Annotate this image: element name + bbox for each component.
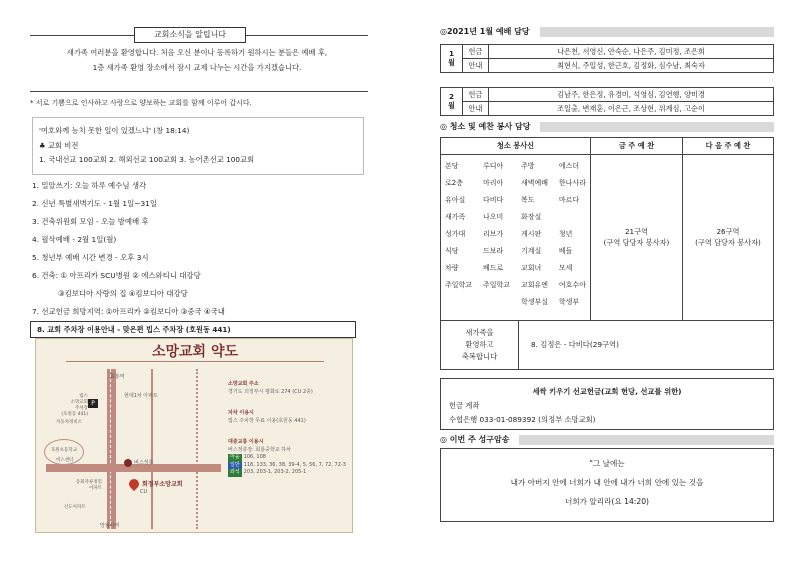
clean-title: ◎ 청소 및 예찬 봉사 담당 xyxy=(440,122,531,131)
clean-table xyxy=(440,137,774,321)
clean-cell: 교회유엔 xyxy=(520,281,548,289)
parking-icon: P xyxy=(88,399,98,408)
bus-badge: 마을 xyxy=(230,454,240,460)
bus-line-2 xyxy=(228,462,348,470)
bus-badge: 좌석 xyxy=(230,469,240,475)
duty-role: 헌금 xyxy=(463,45,489,59)
transit-body: 버스정류장: 회룡중학교 하차 xyxy=(228,446,291,453)
map-label-cross: 현대1차 아파트 xyxy=(124,393,158,399)
clean-cell: 청년 xyxy=(558,230,573,238)
clean-cell: 복도 xyxy=(520,196,535,204)
news-item: 4. 필삭예배 - 2월 1일(월) xyxy=(32,235,117,244)
welcome-line-2: 1층 새가족 환영 장소에서 잠시 교제 나누는 시간을 가지겠습니다. xyxy=(92,62,302,72)
clean-cell: 주방 xyxy=(520,162,535,170)
clean-cell: 모세 xyxy=(558,264,573,272)
clean-cell: 유아실 xyxy=(445,196,466,204)
verse-box xyxy=(440,448,774,522)
addr-title: 소망교회 주소 xyxy=(228,381,259,387)
duty-title: ◎2021년 1월 예배 담당 xyxy=(440,27,530,36)
clean-cell: 베들 xyxy=(558,247,573,255)
rail-line xyxy=(196,369,200,529)
clean-cell: 학생부실 xyxy=(520,298,548,306)
duty-names: 최현식, 주일성, 한근호, 김정화, 심수남, 최숙자 xyxy=(489,59,774,73)
bus-numbers: 203, 203-1, 203-2, 205-1 xyxy=(243,469,307,475)
greeting-note: * 서로 기쁨으로 인사하고 사랑으로 양보하는 교회를 함께 이루어 갑시다. xyxy=(30,99,252,107)
addr-body: 경기도 의정부시 평화로 274 (CU 2층) xyxy=(228,388,313,395)
clean-col xyxy=(521,161,548,314)
clean-groups xyxy=(441,155,591,321)
news-title: 교회소식을 알립니다 xyxy=(134,27,246,43)
duty-title-bar xyxy=(540,27,774,37)
clean-cell: 성가대 xyxy=(445,230,466,238)
clean-cell: 베드로 xyxy=(482,264,504,272)
clean-title-bar xyxy=(540,122,774,132)
duty-week: 1월 xyxy=(441,45,463,73)
duty-names: 조일출, 변재훈, 이은근, 조상현, 위계심, 고순이 xyxy=(489,102,774,116)
clean-section-header xyxy=(440,121,774,132)
church-map xyxy=(35,338,353,533)
duty-table-week1 xyxy=(440,44,774,73)
map-label-bottom: 망월사역 xyxy=(100,523,120,529)
map-label-road: 호원초등학교 xyxy=(44,439,84,465)
clean-cell: 화장실 xyxy=(520,213,542,221)
clean-cell: 로2층 xyxy=(445,179,463,187)
welcome-line-1: 새가족 여러분을 환영합니다. 처음 오신 분이나 등록하기 원하시는 분들은 예배 후, xyxy=(66,48,328,57)
offering-box xyxy=(440,378,774,430)
church-pin-icon xyxy=(127,477,141,491)
clean-header: 다 음 주 예 찬 xyxy=(683,138,774,155)
duty-week: 2월 xyxy=(441,88,463,116)
bus-stop-icon xyxy=(124,459,132,467)
welcome-text xyxy=(30,46,364,75)
news-item: 2. 신년 특별새벽기도 - 1월 1일~31일 xyxy=(32,199,157,208)
clean-cell: 마리아 xyxy=(482,179,504,187)
bus-line-1 xyxy=(228,454,348,462)
offering-title: 세싹 키우기 선교헌금(교회 헌당, 선교를 위한) xyxy=(532,387,682,396)
duty-table-week2 xyxy=(440,87,774,116)
clean-cell: 새가족 xyxy=(445,213,466,221)
title-rule-right xyxy=(246,35,368,36)
clean-cell: 학생부 xyxy=(558,298,580,306)
clean-col xyxy=(559,161,586,314)
duty-section xyxy=(440,26,774,37)
clean-cell: 본당 xyxy=(445,162,459,170)
road-lane xyxy=(110,369,113,529)
clean-col xyxy=(445,161,472,314)
duty-names: 나은천, 서영신, 안숙순, 나은주, 김미정, 조은희 xyxy=(489,45,774,59)
clean-cell: 게시판 xyxy=(520,230,542,238)
map-title: 소망교회 약도 xyxy=(151,344,239,360)
map-label-left2: 버스센터 xyxy=(56,458,74,463)
verse-line-3: 너희가 알리라(요 14:20) xyxy=(565,496,649,506)
clean-cell: 새벽예배 xyxy=(520,179,548,187)
clean-cell: 여호수아 xyxy=(558,281,586,289)
car-body: 빕스 주차장 무료 이용(호원동 441) xyxy=(228,417,306,424)
clean-cell: 다비다 xyxy=(482,196,504,204)
clean-cell: 주일학교 xyxy=(445,281,473,289)
vision-heading: ♣ 교회 비전 xyxy=(39,140,79,150)
vision-box xyxy=(32,117,364,175)
transit-title: 대중교통 이용시 xyxy=(228,439,264,445)
bus-badge: 일반 xyxy=(230,461,240,468)
news-item: 6. 건축: ① 아프리카 SCU병원 ② 에스와티니 대강당 xyxy=(32,271,201,280)
duty-names: 김남주, 한은정, 유경미, 석영심, 김연행, 양미경 xyxy=(489,88,774,102)
clean-header: 금 주 예 찬 xyxy=(591,138,683,155)
map-title-rule xyxy=(66,361,324,362)
clean-cell: 주일학교 xyxy=(482,281,511,289)
clean-cell: 한나사라 xyxy=(558,179,586,187)
map-label-bips: 빕스 소망교회 주차장 (호원동 441) xyxy=(61,394,88,417)
clean-cell: 식당 xyxy=(445,247,459,255)
divider xyxy=(30,91,368,92)
this-week-praise: 21구역 (구역 담당자 봉사자) xyxy=(591,155,683,321)
clean-cell: 교회녀 xyxy=(520,264,542,272)
verse-line-2: 내가 아버지 안에 너희가 내 안에 내가 너희 안에 있는 것을 xyxy=(510,477,704,487)
bus-numbers: 118, 133, 36, 38, 39-4, 5, 56, 7, 72, 72-3 xyxy=(243,461,346,468)
car-title: 자차 이용시 xyxy=(228,410,254,416)
newcomer-name: 8. 김정은 - 다비다(29구역) xyxy=(531,340,619,349)
offering-account-label: 헌금 계좌 xyxy=(449,400,480,410)
bus-numbers: 106, 108 xyxy=(243,454,266,460)
clean-cell: 리브가 xyxy=(482,230,504,238)
clean-cell: 차량 xyxy=(445,264,459,272)
verse-title: ◎ 이번 주 성구암송 xyxy=(440,435,510,444)
news-item: 3. 건축위원회 모임 - 오늘 밤예배 후 xyxy=(32,217,149,226)
duty-role: 안내 xyxy=(463,59,489,73)
clean-cell: 루디아 xyxy=(482,162,504,170)
bus-line-3 xyxy=(228,469,348,477)
next-week-praise: 26구역 (구역 담당자 봉사자) xyxy=(683,155,774,321)
verse-line-1: "그 날에는 xyxy=(589,459,625,468)
clean-col xyxy=(483,161,510,314)
parking-info: 8. 교회 주차장 이용안내 - 맞은편 빕스 주차장 (호원동 441) xyxy=(30,321,356,338)
news-item: 1. 밀알쓰기: 오늘 하루 예수님 생각 xyxy=(32,181,147,190)
map-label-left4: 신도아파트 xyxy=(64,505,86,510)
map-label-cu: CU xyxy=(140,489,148,495)
clean-cell: 에스더 xyxy=(558,162,580,170)
clean-header: 청소 봉사신 xyxy=(441,138,591,155)
clean-cell: 나오미 xyxy=(482,213,504,221)
map-info xyxy=(228,381,348,477)
offering-account: 수협은행 033-01-089392 (의정부 소망교회) xyxy=(449,414,596,424)
news-list xyxy=(32,180,372,324)
duty-role: 안내 xyxy=(463,102,489,116)
clean-cell: 기계실 xyxy=(520,247,542,255)
newcomer-box xyxy=(440,320,774,370)
clean-cell xyxy=(559,212,586,229)
vision-verse: '여호와께 능치 못한 일이 있겠느냐' (창 18:14) xyxy=(39,126,190,135)
verse-title-bar xyxy=(519,435,774,445)
map-label-top: 회룡역 xyxy=(110,374,125,380)
verse-section-header xyxy=(440,434,774,445)
vision-items: 1. 국내선교 100교회 2. 해외선교 100교회 3. 농어촌선교 100교회 xyxy=(39,155,255,165)
newcomer-label: 새가족을 환영하고 축복합니다 xyxy=(441,321,519,369)
map-label-left3: 동화자류정밀 아파트 xyxy=(75,480,102,491)
map-label-left1: 자동차정비소 xyxy=(56,420,83,425)
title-rule-left xyxy=(30,35,134,36)
news-item: 7. 선교헌금 희망지역: ①아프리카 ②킴보디아 ③중국 ④국내 xyxy=(32,307,225,316)
news-item: ③킴보디아 사랑의 집 ④킴보디아 대강당 xyxy=(58,289,188,298)
news-item: 5. 청년부 예배 시간 변경 - 오후 3시 xyxy=(32,253,149,262)
clean-cell: 마르다 xyxy=(558,196,580,204)
clean-cell: 드보라 xyxy=(482,247,504,255)
duty-role: 헌금 xyxy=(463,88,489,102)
map-label-bus: 버스정류 xyxy=(134,460,154,466)
map-label-church: 회정부소망교회 xyxy=(142,481,183,488)
